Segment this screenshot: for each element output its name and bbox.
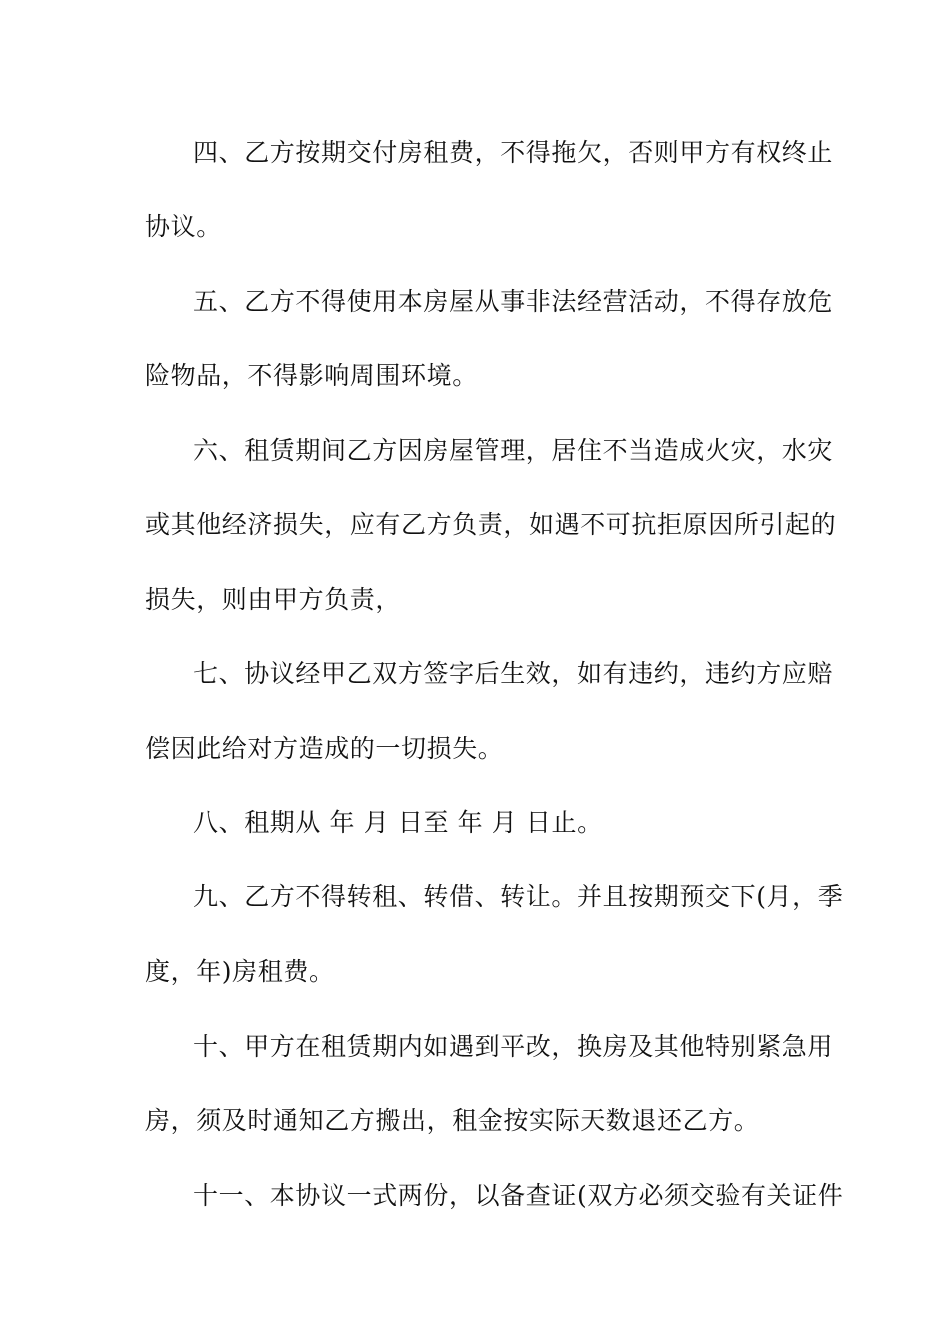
clause-5-line-1: 五、乙方不得使用本房屋从事非法经营活动，不得存放危 xyxy=(193,287,834,316)
clause-10-line-1: 十、甲方在租赁期内如遇到平改，换房及其他特别紧急用 xyxy=(193,1032,834,1061)
clause-6-line-1: 六、租赁期间乙方因房屋管理，居住不当造成火灾，水灾 xyxy=(193,436,834,465)
clause-11-line-1: 十一、本协议一式两份，以备查证(双方必须交验有关证件 xyxy=(193,1181,844,1210)
clause-9-line-1: 九、乙方不得转租、转借、转让。并且按期预交下(月，季 xyxy=(193,882,844,911)
clause-5-line-2: 险物品，不得影响周围环境。 xyxy=(145,361,478,390)
clause-4-line-2: 协议。 xyxy=(145,212,222,241)
clause-10-line-2: 房，须及时通知乙方搬出，租金按实际天数退还乙方。 xyxy=(145,1106,760,1135)
clause-6-line-2: 或其他经济损失，应有乙方负责，如遇不可抗拒原因所引起的 xyxy=(145,510,837,539)
clause-7-line-1: 七、协议经甲乙双方签字后生效，如有违约，违约方应赔 xyxy=(193,659,834,688)
clause-8-line-1: 八、租期从 年 月 日至 年 月 日止。 xyxy=(193,808,603,837)
clause-9-line-2: 度，年)房租费。 xyxy=(145,957,335,986)
clause-7-line-2: 偿因此给对方造成的一切损失。 xyxy=(145,734,504,763)
clause-4-line-1: 四、乙方按期交付房租费，不得拖欠，否则甲方有权终止 xyxy=(193,138,834,167)
clause-6-line-3: 损失，则由甲方负责， xyxy=(145,585,402,614)
